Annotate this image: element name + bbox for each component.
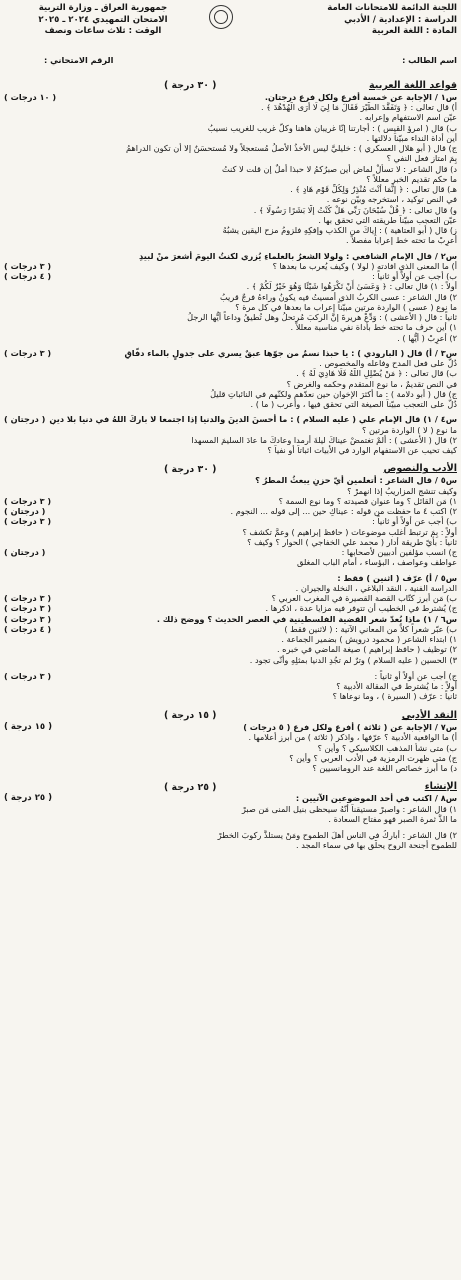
question-line: ثانياً : بأيّ طريقة أدار ( محمد علي الخفاجي ) الحوار ؟ وكيف ؟	[247, 536, 457, 547]
question-line: أين أداة النداء مبيّناً دلالتها .	[366, 132, 457, 143]
question-line: عيّن التعجب مبيّناً طريقته التي تحقق بها .	[318, 214, 457, 225]
question-2-head: س٢ / قال الإمام الشافعي : ولولا الشعرُ بالعلماءِ يُزري لكنتُ اليومَ أشعرَ منْ لبيدِ	[139, 250, 457, 261]
question-line: ١) أين حرف ما تحته خط بأداة نفي مناسبة معللاً .	[290, 322, 457, 333]
question-line: عيّن اسم الاستفهام وإعرابه .	[359, 112, 457, 123]
question-line: د) ما أبرز خصائص اللغة عند الرومانسيين ؟	[312, 763, 457, 774]
question-line: ٢) توظيف ( حافظ إبراهيم ) صيغة الماضي في خبره .	[276, 644, 457, 655]
question-line: ج) متى ظهرت الرمزية في الأدب العربي ؟ وأين ؟	[289, 752, 457, 763]
section-degree: ( ١٥ درجة )	[164, 709, 217, 721]
question-5-head: س٥ / قال الشاعر : أتعلمين أيّ حزنٍ يبعثُ المطرُ ؟	[255, 475, 457, 486]
question-line: ١) قال الشاعر : واصبرْ مستيقناً أنّهُ سيحظى بنيلِ المنى مَن صبرْ	[241, 804, 457, 815]
section-title: الإنشاء	[424, 781, 457, 793]
study-level: الدراسة : الإعدادية / الأدبي	[344, 14, 457, 25]
question-line: دُلّ على التعجب مبيّناً الصيغة التي تحقق فيها ، وأعرب ( ما ) .	[250, 399, 457, 410]
question-line: ما نوع ( لا ) الواردة مرتين ؟	[362, 424, 457, 435]
question-line: أ) ما الواقعية الأدبية ؟ عرّفها ، واذكر ( ثلاثة ) من أبرز أعلامها .	[248, 732, 457, 743]
question-line: ب) عبّر شعراً كلاً من المعاني الآتية : ( لاثنين فقط ) ( ٤ درجات )	[4, 623, 457, 634]
student-name-label: اسم الطالب :	[402, 55, 457, 65]
header-right	[247, 3, 457, 38]
question-line: ز) قال ( أبو العتاهية ) : إياكَ من الكذبِ وإفكِهِ فلزومُ مزحِ اليقينِ يشبُهُ	[222, 225, 457, 236]
question-line: ٢) اكتب ٤ ما حفظت من قوله : عيناكِ حين ... إلى قوله ... النجوم . ( درجتان )	[4, 506, 457, 517]
question-line: بِمَ امتاز فعل النفي ؟	[386, 153, 457, 164]
question-line: ج) أجب عن أولاً أو ثانياً : ( ٣ درجات )	[4, 670, 457, 681]
question-line: كيف تحيب عن الاستفهام الوارد في الأبيات اثباتاً أو نفياً ؟	[267, 445, 457, 456]
question-mark: ( ٣ درجات )	[4, 347, 52, 358]
section-title: النقد الأدبي	[401, 709, 457, 721]
question-8-lines	[4, 804, 457, 850]
question-mark: ( درجتان )	[4, 414, 46, 425]
question-line: ٢) أعرِبْ ( أيُّها ) .	[397, 332, 457, 343]
question-3-head: س٣ / أ) قال ( البارودي ) : يا حبذا نسمٌ من جوّها عبقٌ يسري على جدولٍ بالماء دفّاقِ ( ٣ درجات )	[4, 347, 457, 358]
section-degree: ( ٣٠ درجة )	[164, 463, 217, 475]
question-line: ب) قال تعالى : ﴿ مَنْ يُضْلِلِ اللَّهُ فَلَا هَادِيَ لَهُ ﴾ .	[296, 368, 457, 379]
question-line: ما نوع ( عسى ) الواردة مرتين مبيّناً إعراب ما بعدها في كل مرة ؟	[235, 301, 457, 312]
question-1-head: س١ / الإجابة عن خمسة أفرع ولكل فرع درجتان. ( ١٠ درجات )	[4, 91, 457, 102]
question-line: ج) قال ( أبو دلامة ) : ما أكثرَ الإخوانِ حين نعدّهم ولكنّهم في النائباتِ قليلُ	[210, 388, 457, 399]
question-6-head: س٥ / أ) عرّف ( اثنين ) فقط :	[337, 572, 457, 583]
question-mark: ( ١٥ درجة )	[4, 721, 53, 732]
exam-number-label: الرقم الامتحاني :	[44, 55, 114, 65]
section-title: قواعد اللغة العربية	[368, 80, 457, 91]
question-line: ٢) قال ( الأعشى ) : ألمْ تغتمضْ عيناكَ ليلةَ أرمدا وعادكَ ما عادَ السليمَ المسهدا	[191, 434, 457, 445]
section-criticism-heading	[4, 710, 457, 722]
question-1-lines	[4, 102, 457, 246]
question-line: ج) يُشترط في الخطيب أن تتوفر فيه مزايا عدة ، اذكرها . ( ٣ درجات )	[4, 603, 457, 614]
question-line: ب) أجب عن أولاً أو ثانياً : ( ٤ درجات )	[4, 271, 457, 282]
section-title: الأدب والنصوص	[383, 463, 457, 475]
question-line: ج) انسب مؤلفين أدبيين لأصحابها : ( درجتان )	[4, 547, 457, 558]
question-line: وكيف تنشج المزاريبُ إذا انهمرْ ؟	[347, 485, 457, 496]
question-line: ١) ابتداء الشاعر ( محمود درويش ) بضمير الجماعة .	[281, 634, 457, 645]
question-4-lines	[4, 425, 457, 456]
question-4-head: س٤ / ١) قال الإمام علي ( عليه السلام ) : ما أحسنَ الدينَ والدنيا إذا اجتمعا لا باركَ اللهُ في دنيا بلا دينِ ( درجتان )	[4, 414, 457, 425]
question-mark: ( ١٠ درجات )	[4, 91, 57, 102]
question-line: ثانياً : عرّف ( السيرة ) ، وما نوعاها ؟	[332, 691, 457, 702]
question-line: أولاً : ما يُشترط في المقالة الأدبية ؟	[336, 681, 457, 692]
question-2-lines	[4, 261, 457, 343]
question-6-lines	[4, 583, 457, 702]
question-line: ٢) قال الشاعر : أبارِكُ في الناسِ أهلَ الطموحِ ومَنْ يستلذُّ ركوبَ الخطرْ	[217, 829, 457, 840]
question-line: س٦ / ١) ماذا يُعدّ شعر القضية الفلسطينية في العصر الحديث ؟ ووضح ذلك . ( ٣ درجات )	[4, 613, 457, 624]
section-composition-heading	[4, 781, 457, 793]
question-line: أولاً : ١) قال تعالى : ﴿ وَعَسَىٰ أَنْ تَكْرَهُوا شَيْئًا وَهُوَ خَيْرٌ لَكُمْ ﴾ .	[246, 281, 457, 292]
exam-year: الامتحان التمهيدي ٢٠٢٤ ـ ٢٠٢٥	[38, 14, 168, 25]
section-grammar-heading	[4, 80, 457, 92]
question-line: هـ) قال تعالى : ﴿ إِنَّمَا أَنْتَ مُنْذِرٌ وَلِكُلِّ قَوْمٍ هَادٍ ﴾ .	[290, 184, 457, 195]
question-line: دُلّ على فعل المدح وفاعله والمخصوص .	[319, 358, 457, 369]
question-8-head: س٨ / اكتب في أحد الموضوعين الآتيين : ( ٢٥ درجة )	[4, 793, 457, 804]
question-line: ٣) الحسين ( عليه السلام ) وترٌ لم تجُدِ الدنيا بمثلِهِ وأنّى تجود .	[249, 654, 457, 665]
question-7-head: س٧ / الإجابة عن ( ثلاثة ) أفرع ولكل فرع ( ٥ درجات ) ( ١٥ درجة )	[4, 721, 457, 732]
question-line: د) قال الشاعر : لا تسألْ لماضٍ أين صبرُكمُ لا حبذا أملٌ إن قلت لا كنتُ	[221, 163, 457, 174]
section-degree: ( ٢٥ درجة )	[164, 781, 217, 793]
question-line: عواطف وعواصف ، البؤساء ، أمام الباب المغلق	[297, 557, 457, 568]
header-left	[8, 3, 198, 38]
subject-name: المادة : اللغة العربية	[371, 26, 457, 37]
question-line: و) قال تعالى : ﴿ قُلْ سُبْحَانَ رَبِّي هَلْ كُنْتُ إِلَّا بَشَرًا رَسُولًا ﴾ .	[253, 204, 457, 215]
ministry-seal-icon	[209, 5, 233, 29]
exam-header	[4, 3, 457, 77]
question-line: ب) أجب عن أولاً أو ثانياً : ( ٣ درجات )	[4, 516, 457, 527]
exam-duration: الوقت : ثلاث ساعات ونصف	[44, 26, 162, 37]
question-line: ثانياً : قال ( الأعشى ) : وَدِّعْ هريرةَ إنَّ الركبَ مُرتحلُ وهل تُطيقُ وداعاً أيُّها الرجلُ	[187, 312, 457, 323]
question-line: للطموح أجنحة الروح يحلّق بها في سماء المجد .	[295, 839, 457, 850]
question-line: ب) مَن أبرز كتّاب القصة القصيرة في المغرب العربي ؟ ( ٣ درجات )	[4, 593, 457, 604]
question-line: أ) قال تعالى : ﴿ وَتَفَقَّدَ الطَّيْرَ فَقَالَ مَا لِيَ لَا أَرَى الْهُدْهُدَ ﴾ .	[260, 102, 457, 113]
question-line: ب) قال ( امرؤ القيس ) : أجارتنا إنّا غريبان هاهنا وكلُّ غريب للغريب نسيبُ	[207, 122, 457, 133]
question-line: ما الذُّ ثمرة الصبر فهو مفتاح السعادة .	[328, 814, 457, 825]
question-line: ما حكم تقديم الخبر معللاً ؟	[366, 173, 457, 184]
question-line: ٢) قال الشاعر : عسى الكربُ الذي أمسيتُ فيه يكونُ وراءهُ فرجٌ قريبُ	[219, 291, 457, 302]
question-line: الدراسة الفنية ، النقد البلاغي ، النخلة والجيران .	[295, 582, 457, 593]
question-line: ١) مَن القائل ؟ وما عنوان قصيدته ؟ وما نوع السمة ؟ ( ٣ درجات )	[4, 495, 457, 506]
question-line: في النص توكيد ، استخرجه وبيّن نوعه .	[326, 194, 457, 205]
country-ministry: جمهورية العراق ـ وزارة التربية	[38, 3, 168, 13]
section-degree: ( ٣٠ درجة )	[164, 80, 217, 92]
question-line: أعرِبْ ما تحته خط إعراباً مفصلاً .	[346, 235, 457, 246]
question-line: ب) متى نشأ المذهب الكلاسيكي ؟ وأين ؟	[317, 742, 457, 753]
question-7-lines	[4, 732, 457, 773]
question-line: أ) ما المعنى الذي افادته ( لولا ) وكيف يُعرب ما بعدها ؟ ( ٣ درجات )	[4, 260, 457, 271]
question-5-lines	[4, 486, 457, 568]
question-line: في النص تقديمٌ ، ما نوع المتقدم وحكمه والغرض ؟	[286, 378, 457, 389]
committee-name: اللجنة الدائمة للامتحانات العامة	[327, 3, 457, 13]
question-3-lines	[4, 358, 457, 409]
question-line: ج) قال ( أبو هلال العسكري ) : خليليَّ ليس الأخذُ الأصلُ مُستعجلاً ولا مُستحسَنٌ إلا أن تكون الدراهمُ	[125, 143, 457, 154]
question-line: أولاً : بِمَ ترتبط أغلب موضوعات ( حافظ إبراهيم ) وعمَّ تكشف ؟	[242, 526, 457, 537]
question-mark: ( ٢٥ درجة )	[4, 793, 53, 804]
section-literature-heading	[4, 463, 457, 475]
